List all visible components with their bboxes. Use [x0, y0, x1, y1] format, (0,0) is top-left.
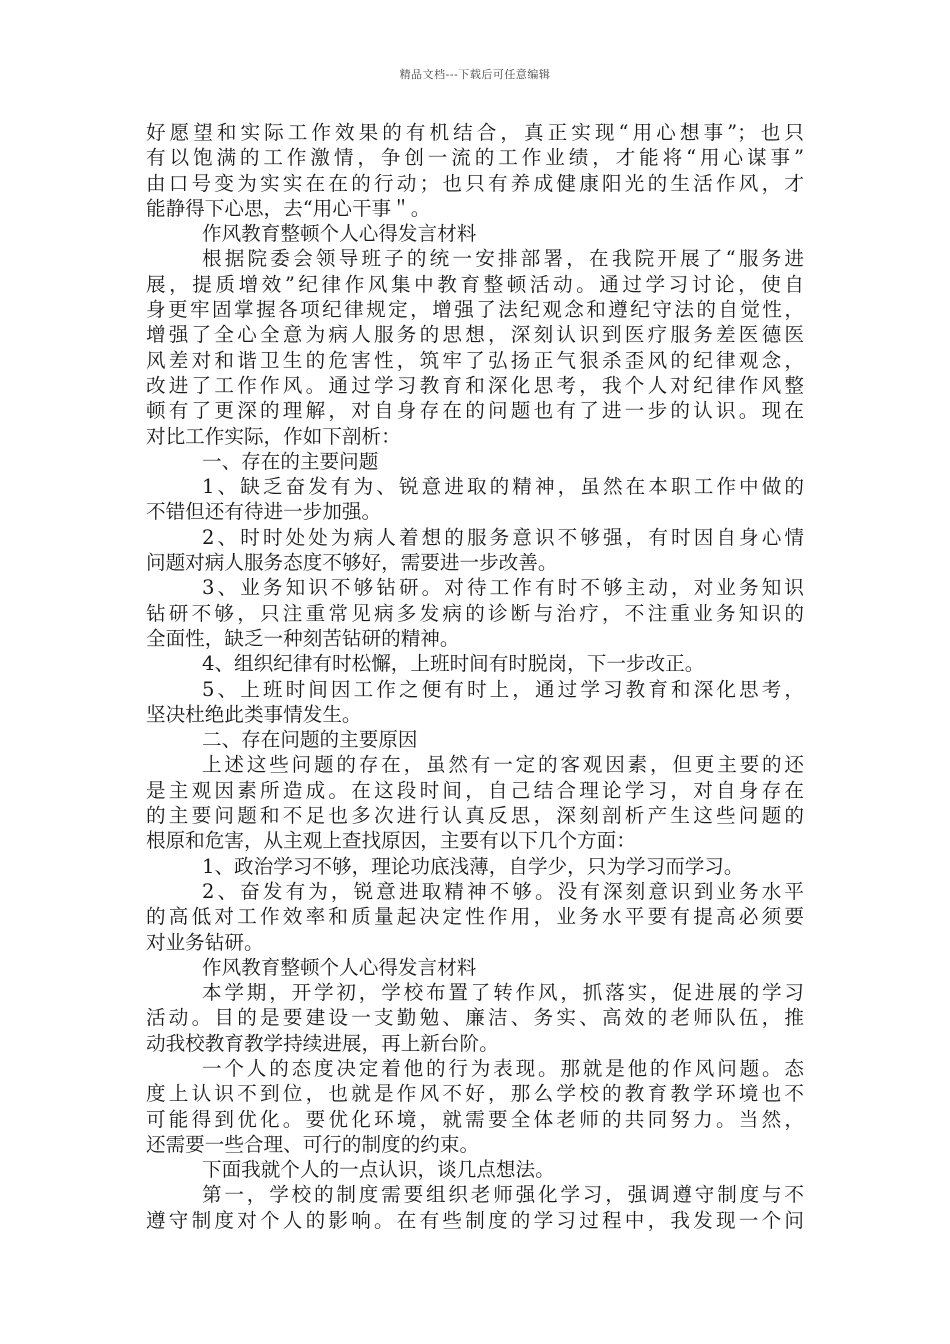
text-line: 作风教育整顿个人心得发言材料 — [202, 955, 477, 979]
text-line: 根据院委会领导班子的统一安排部署，在我院开展了“服务进 — [202, 247, 804, 271]
text-line: 可能得到优化。要优化环境，就需要全体老师的共同努力。当然， — [146, 1107, 804, 1131]
text-line: 由口号变为实实在在的行动；也只有养成健康阳光的生活作风，才 — [146, 171, 804, 195]
text-line: 作风教育整顿个人心得发言材料 — [202, 222, 477, 246]
text-line: 不错但还有待进一步加强。 — [146, 500, 382, 524]
text-line: 下面我就个人的一点认识，谈几点想法。 — [202, 1158, 555, 1182]
text-line: 根原和危害，从主观上查找原因，主要有以下几个方面： — [146, 829, 636, 853]
text-line: 本学期，开学初，学校布置了转作风，抓落实，促进展的学习 — [202, 981, 804, 1005]
text-line: 一个人的态度决定着他的行为表现。那就是他的作风问题。态 — [202, 1056, 804, 1080]
text-line: 第一，学校的制度需要组织老师强化学习，强调遵守制度与不 — [202, 1183, 804, 1207]
text-line: 3、业务知识不够钻研。对待工作有时不够主动，对业务知识 — [202, 576, 804, 600]
text-line: 全面性，缺乏一种刻苦钻研的精神。 — [146, 626, 460, 650]
document-body — [146, 120, 804, 1233]
text-line: 度上认识不到位，也就是作风不好，那么学校的教育教学环境也不 — [146, 1082, 804, 1106]
text-line: 身更牢固掌握各项纪律规定，增强了法纪观念和遵纪守法的自觉性， — [146, 298, 804, 322]
text-line: 2、时时处处为病人着想的服务意识不够强，有时因自身心情 — [202, 525, 804, 549]
text-line: 的主要问题和不足也多次进行认真反思，深刻剖析产生这些问题的 — [146, 804, 804, 828]
text-line: 二、存在问题的主要原因 — [202, 728, 418, 752]
text-line: 坚决杜绝此类事情发生。 — [146, 702, 362, 726]
text-line: 钻研不够，只注重常见病多发病的诊断与治疗，不注重业务知识的 — [146, 601, 804, 625]
text-line: 是主观因素所造成。在这段时间，自己结合理论学习，对自身存在 — [146, 778, 804, 802]
text-line: 问题对病人服务态度不够好，需要进一步改善。 — [146, 551, 558, 575]
text-line: 增强了全心全意为病人服务的思想，深刻认识到医疗服务差医德医 — [146, 323, 804, 347]
text-line: 有以饱满的工作激情，争创一流的工作业绩，才能将“用心谋事” — [146, 146, 804, 170]
text-line: 改进了工作作风。通过学习教育和深化思考，我个人对纪律作风整 — [146, 373, 804, 397]
text-line: 对比工作实际，作如下剖析： — [146, 424, 401, 448]
text-line: 风差对和谐卫生的危害性，筑牢了弘扬正气狠杀歪风的纪律观念， — [146, 348, 804, 372]
text-line: 动我校教育教学持续进展，再上新台阶。 — [146, 1031, 499, 1055]
text-line: 2、奋发有为，锐意进取精神不够。没有深刻意识到业务水平 — [202, 879, 804, 903]
text-line: 活动。目的是要建设一支勤勉、廉洁、务实、高效的老师队伍，推 — [146, 1006, 804, 1030]
text-line: 5、上班时间因工作之便有时上，通过学习教育和深化思考， — [202, 677, 804, 701]
text-line: 展，提质增效”纪律作风集中教育整顿活动。通过学习讨论，使自 — [146, 272, 804, 296]
text-line: 顿有了更深的理解，对自身存在的问题也有了进一步的认识。现在 — [146, 399, 804, 423]
text-line: 还需要一些合理、可行的制度的约束。 — [146, 1132, 480, 1156]
text-line: 遵守制度对个人的影响。在有些制度的学习过程中，我发现一个问 — [146, 1208, 804, 1232]
text-line: 1、政治学习不够，理论功底浅薄，自学少，只为学习而学习。 — [202, 854, 744, 878]
text-line: 1、缺乏奋发有为、锐意进取的精神，虽然在本职工作中做的 — [202, 475, 804, 499]
text-line: 能静得下心思，去“用心干事＂。 — [146, 196, 431, 220]
text-line: 对业务钻研。 — [146, 930, 264, 954]
text-line: 一、存在的主要问题 — [202, 449, 379, 473]
text-line: 4、组织纪律有时松懈，上班时间有时脱岗，下一步改正。 — [202, 652, 705, 676]
page-header: 精品文档---下载后可任意编辑 — [399, 68, 551, 81]
text-line: 好愿望和实际工作效果的有机结合，真正实现“用心想事”；也只 — [146, 121, 804, 144]
text-line: 的高低对工作效率和质量起决定性作用，业务水平要有提高必须要 — [146, 905, 804, 929]
text-line: 上述这些问题的存在，虽然有一定的客观因素，但更主要的还 — [202, 753, 804, 777]
